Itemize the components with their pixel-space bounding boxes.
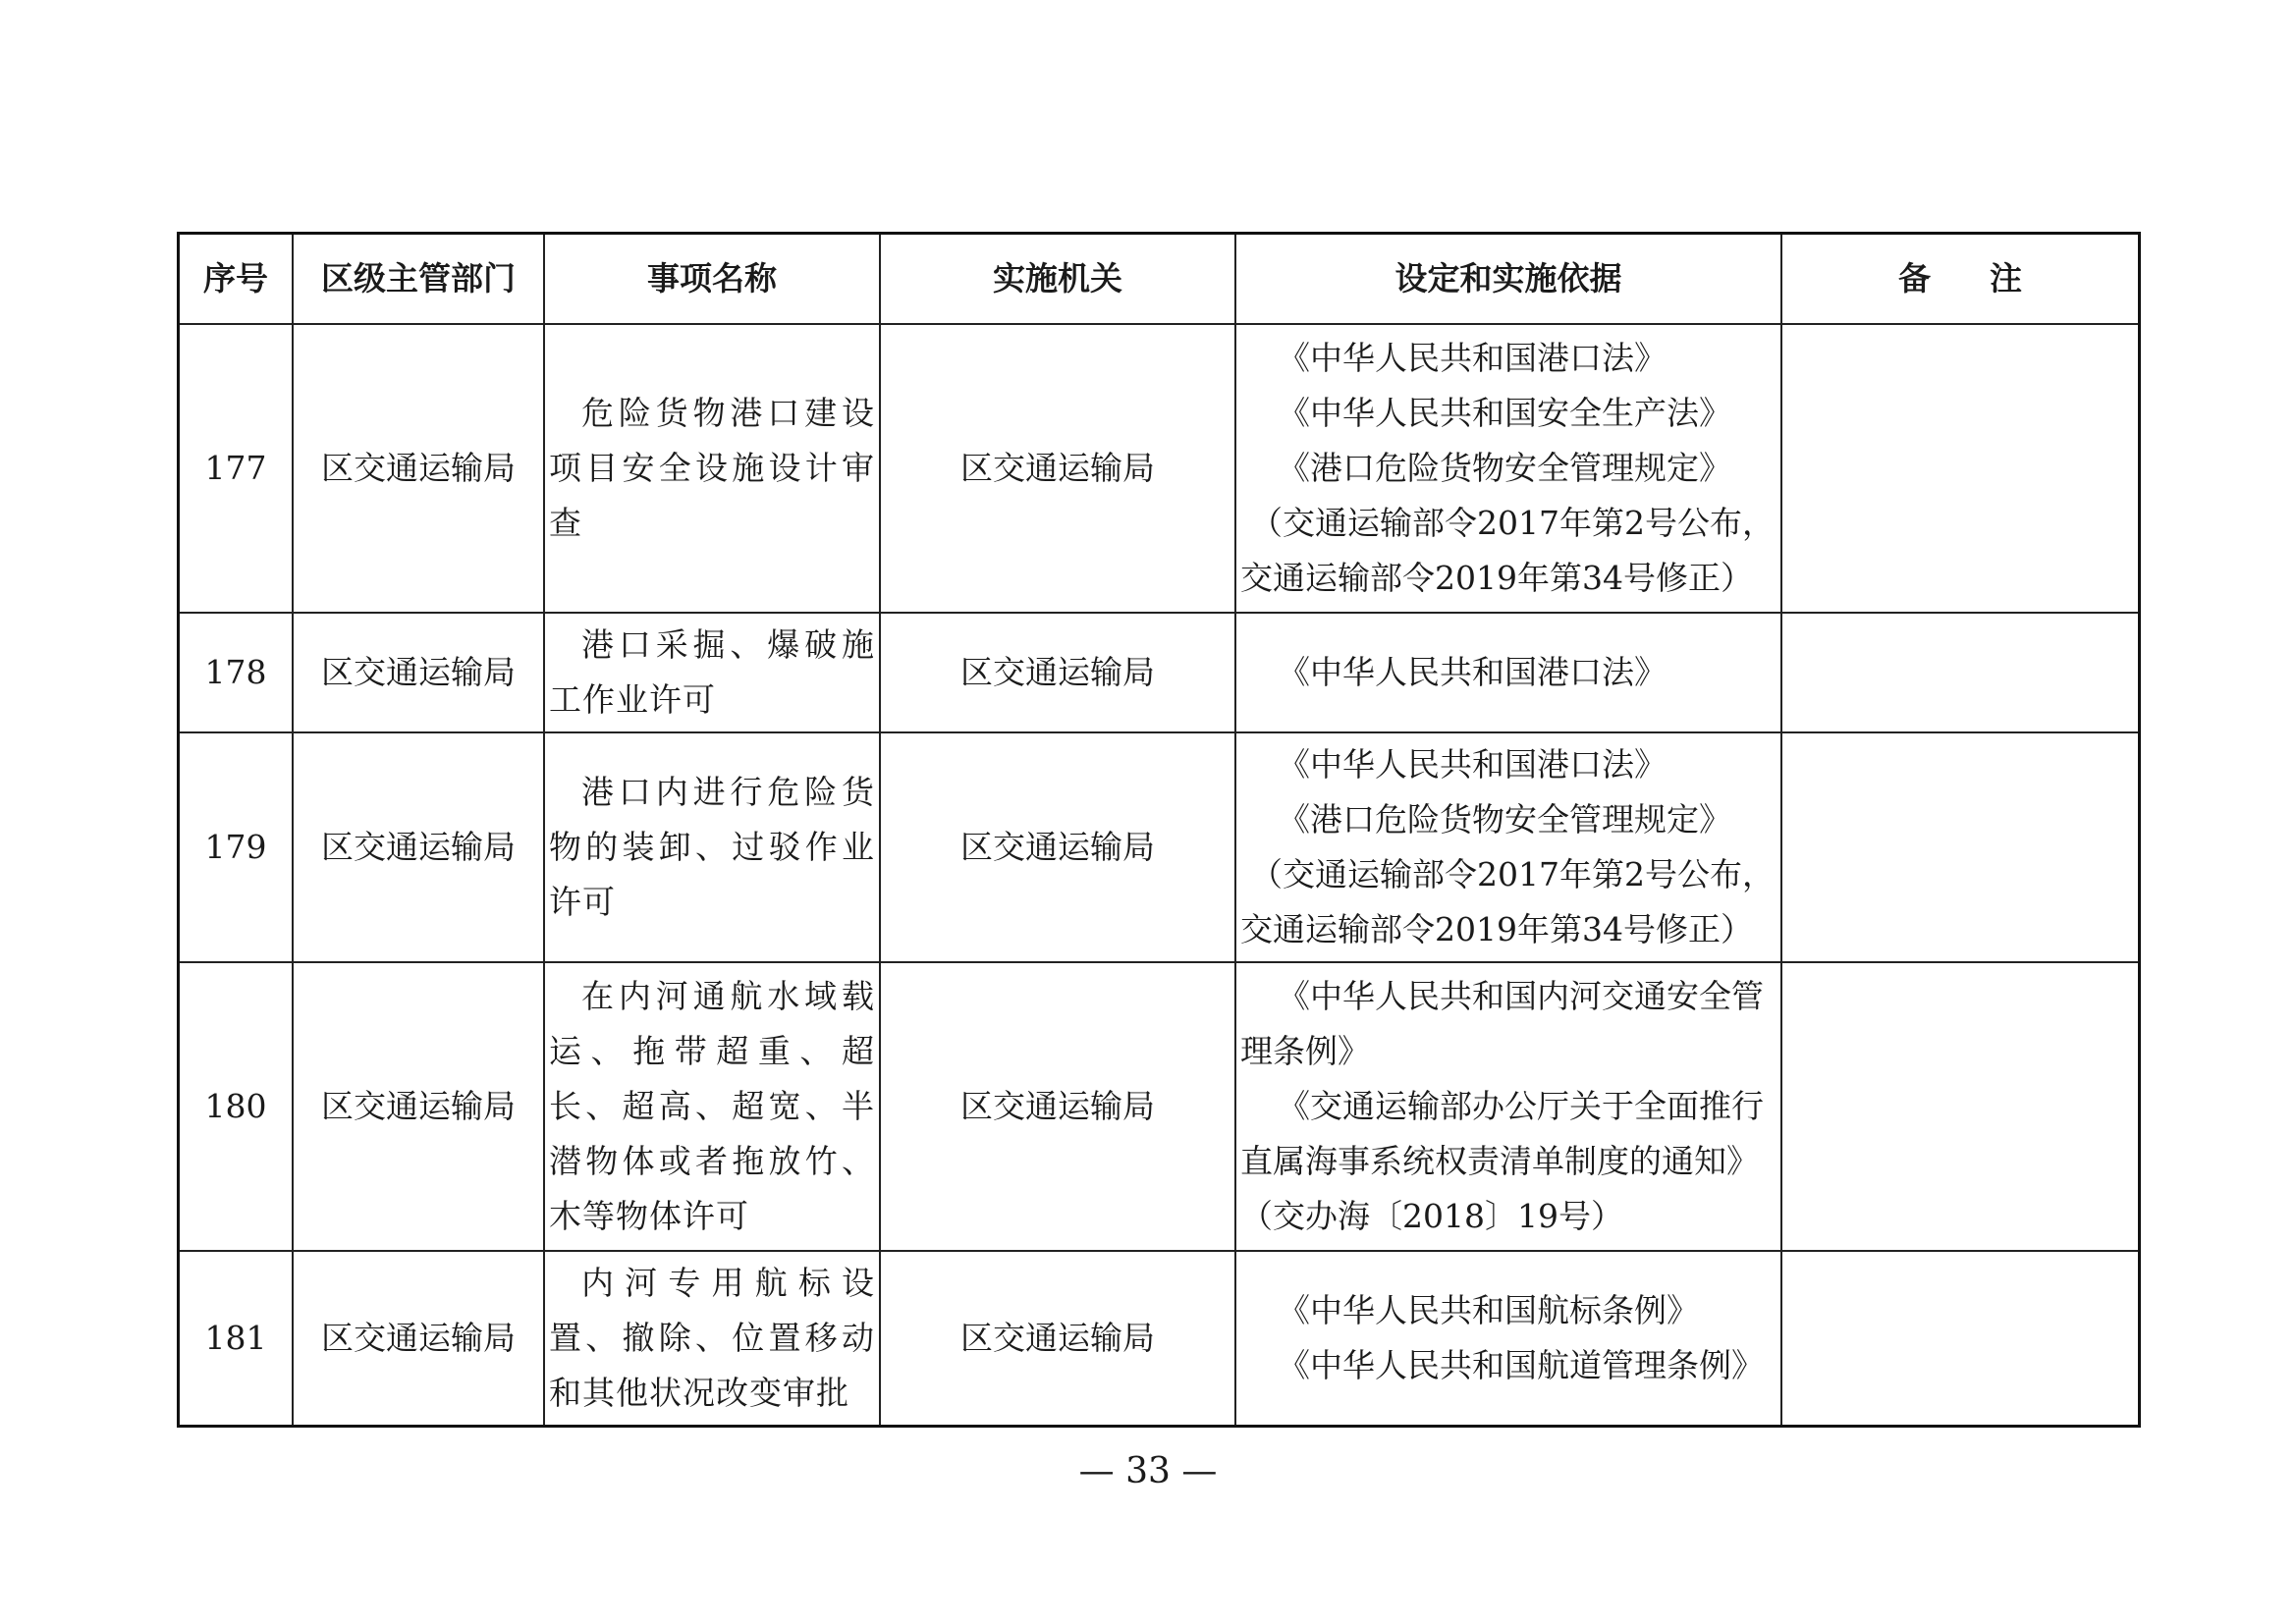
table-row — [179, 732, 2140, 962]
row-item-text: 内河专用航标设置、撤除、位置移动和其他状况改变审批 — [549, 1264, 875, 1412]
basis-line: 《中华人民共和国内河交通安全管理条例》 — [1240, 977, 1764, 1070]
basis-line: 《中华人民共和国安全生产法》 — [1278, 394, 1731, 432]
row-item-text: 港口采掘、爆破施工作业许可 — [549, 625, 875, 719]
table-row — [179, 1251, 2140, 1427]
row-basis — [1235, 1251, 1781, 1427]
row-dept: 区交通运输局 — [293, 962, 544, 1251]
row-note — [1781, 1251, 2140, 1427]
row-org: 区交通运输局 — [880, 613, 1235, 732]
row-item — [544, 1251, 880, 1427]
row-seq: 181 — [179, 1251, 294, 1427]
basis-line: 交通运输部令2019年第34号修正） — [1240, 910, 1753, 948]
row-dept: 区交通运输局 — [293, 732, 544, 962]
row-dept: 区交通运输局 — [293, 324, 544, 613]
basis-line: 《中华人民共和国航标条例》 — [1278, 1291, 1699, 1329]
row-dept: 区交通运输局 — [293, 1251, 544, 1427]
row-seq: 177 — [179, 324, 294, 613]
basis-line: 《交通运输部办公厅关于全面推行直属海事系统权责清单制度的通知》（交办海〔2018〕19号） — [1240, 1087, 1764, 1235]
row-item-text: 危险货物港口建设项目安全设施设计审查 — [549, 394, 875, 542]
row-note — [1781, 732, 2140, 962]
row-org: 区交通运输局 — [880, 962, 1235, 1251]
row-basis — [1235, 613, 1781, 732]
row-item — [544, 324, 880, 613]
header-note — [1781, 234, 2140, 325]
table-header — [179, 234, 2140, 325]
row-seq: 179 — [179, 732, 294, 962]
basis-line: 交通运输部令2019年第34号修正） — [1240, 559, 1753, 597]
row-note — [1781, 324, 2140, 613]
row-item — [544, 613, 880, 732]
basis-line: 《港口危险货物安全管理规定》 — [1278, 449, 1731, 487]
basis-line: 《中华人民共和国港口法》 — [1278, 745, 1667, 784]
row-org: 区交通运输局 — [880, 1251, 1235, 1427]
basis-line: 《中华人民共和国航道管理条例》 — [1278, 1346, 1764, 1384]
row-dept: 区交通运输局 — [293, 613, 544, 732]
row-seq: 180 — [179, 962, 294, 1251]
row-item-text: 在内河通航水域载运、拖带超重、超长、超高、超宽、半潜物体或者拖放竹、木等物体许可 — [549, 977, 875, 1235]
row-item — [544, 962, 880, 1251]
permit-items-table — [177, 232, 2141, 1428]
table-row — [179, 324, 2140, 613]
header-org: 实施机关 — [880, 234, 1235, 325]
basis-line: 《港口危险货物安全管理规定》 — [1278, 800, 1731, 839]
row-item-text: 港口内进行危险货物的装卸、过驳作业许可 — [549, 773, 875, 921]
header-item: 事项名称 — [544, 234, 880, 325]
header-row — [179, 234, 2140, 325]
basis-line: （交通运输部令2017年第2号公布， — [1250, 504, 1775, 542]
header-note-text: 备注 — [1898, 259, 2081, 298]
page-number: — 33 — — [1078, 1451, 1218, 1491]
row-org: 区交通运输局 — [880, 324, 1235, 613]
row-note — [1781, 962, 2140, 1251]
row-basis — [1235, 732, 1781, 962]
basis-line: 《中华人民共和国港口法》 — [1278, 339, 1667, 377]
row-basis — [1235, 324, 1781, 613]
row-note — [1781, 613, 2140, 732]
row-basis — [1235, 962, 1781, 1251]
row-org: 区交通运输局 — [880, 732, 1235, 962]
table-body — [179, 324, 2140, 1427]
table-row — [179, 962, 2140, 1251]
row-seq: 178 — [179, 613, 294, 732]
header-seq: 序号 — [179, 234, 294, 325]
basis-line: 《中华人民共和国港口法》 — [1278, 653, 1667, 691]
header-dept: 区级主管部门 — [293, 234, 544, 325]
header-basis: 设定和实施依据 — [1235, 234, 1781, 325]
row-item — [544, 732, 880, 962]
basis-line: （交通运输部令2017年第2号公布， — [1250, 855, 1775, 893]
table-row — [179, 613, 2140, 732]
